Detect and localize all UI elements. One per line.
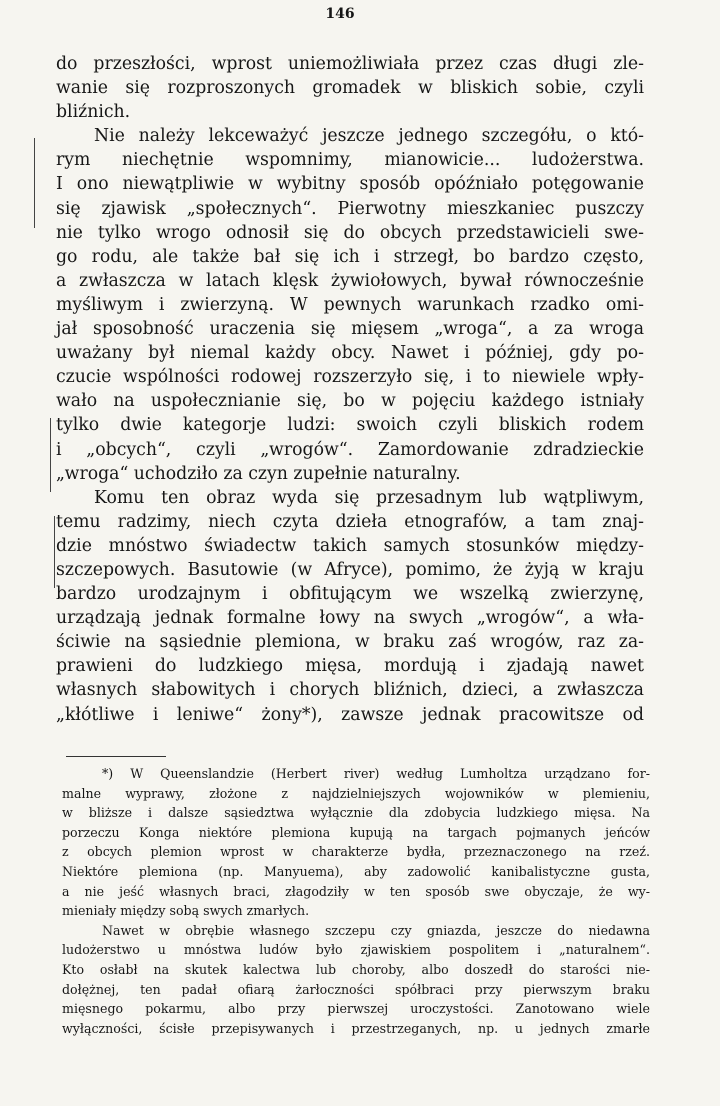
footnote-line: *) W Queenslandzie (Herbert river) według Lumholtza urządzano for-: [102, 766, 650, 781]
text-line: prawieni do ludzkiego mięsa, mordują i zjadają nawet: [56, 656, 644, 677]
footnote-line: malne wyprawy, złożone z najdzielniejszych wojowników w plemieniu,: [62, 785, 650, 801]
text-line: dzie mnóstwo świadectw takich samych stosunków między-: [56, 535, 644, 556]
text-line: „kłótliwe i leniwe“ żony*), zawsze jednak pracowitsze od: [56, 704, 644, 725]
page-number: 146: [325, 6, 355, 22]
text-line: temu radzimy, niech czyta dzieła etnografów, a tam znaj-: [56, 511, 644, 532]
text-line: nie tylko wrogo odnosił się do obcych przedstawicieli swe-: [56, 222, 644, 243]
text-line: rym niechętnie wspomnimy, mianowicie... ludożerstwa.: [56, 150, 644, 171]
text-line: do przeszłości, wprost uniemożliwiała przez czas długi zle-: [56, 54, 644, 74]
text-line: jał sposobność uraczenia się mięsem „wroga“, a za wroga: [56, 319, 644, 340]
footnote-line: Niektóre plemiona (np. Manyuema), aby zadowolić kanibalistyczne gusta,: [62, 863, 650, 879]
text-line: „wroga“ uchodziło za czyn zupełnie naturalny.: [56, 463, 461, 484]
footnote-line: ludożerstwo u mnóstwa ludów było zjawiskiem pospolitem i „naturalnem“.: [62, 942, 650, 958]
text-line: bliźnich.: [56, 102, 131, 123]
text-line: bardzo urodzajnym i obfitującym we wszelką zwierzynę,: [56, 584, 644, 605]
footnote-line: Nawet w obrębie własnego szczepu czy gniazda, jeszcze do niedawna: [102, 922, 650, 938]
margin-pencil-mark: [54, 516, 59, 588]
margin-pencil-mark: [50, 418, 55, 492]
text-line: I ono niewątpliwie w wybitny sposób opóźniało potęgowanie: [56, 174, 644, 195]
footnote-line: z obcych plemion wprost w charakterze bydła, przeznaczonego na rzeź.: [62, 844, 650, 860]
text-line: Nie należy lekceważyć jeszcze jednego szczegółu, o któ-: [94, 126, 644, 147]
footnote-line: mięsnego pokarmu, albo przy pierwszej uroczystości. Zanotowano wiele: [62, 1001, 650, 1017]
footnote-line: wyłączności, ścisłe przepisywanych i przestrzeganych, np. u jednych zmarłe: [62, 1020, 650, 1036]
footnote: [62, 764, 650, 1038]
footnote-separator: [66, 756, 166, 757]
text-line: a zwłaszcza w latach klęsk żywiołowych, bywał równocześnie: [56, 270, 644, 291]
main-text: [56, 52, 644, 727]
footnote-line: porzeczu Konga niektóre plemiona kupują na targach pojmanych jeńców: [62, 824, 650, 840]
footnote-line: w bliższe i dalsze sąsiedztwa wyłącznie dla zdobycia ludzkiego mięsa. Na: [62, 805, 650, 821]
text-line: uważany był niemal każdy obcy. Nawet i później, gdy po-: [56, 343, 644, 364]
footnote-line: dołężnej, ten padał ofiarą żarłoczności spółbraci przy pierwszym braku: [62, 981, 650, 997]
text-line: się zjawisk „społecznych“. Pierwotny mieszkaniec puszczy: [56, 198, 644, 219]
text-line: szczepowych. Basutowie (w Afryce), pomimo, że żyją w kraju: [56, 559, 644, 580]
text-line: czucie wspólności rodowej rozszerzyło się, i to niewiele wpły-: [56, 367, 644, 388]
footnote-line: Kto osłabł na skutek kalectwa lub choroby, albo doszedł do starości nie-: [62, 961, 650, 977]
text-line: wanie się rozproszonych gromadek w bliskich sobie, czyli: [56, 78, 644, 99]
text-line: ściwie na sąsiednie plemiona, w braku zaś wrogów, raz za-: [56, 632, 644, 653]
text-line: własnych słabowitych i chorych bliźnich, dzieci, a zwłaszcza: [56, 680, 644, 701]
text-line: i „obcych“, czyli „wrogów“. Zamordowanie zdradzieckie: [56, 439, 644, 460]
text-line: Komu ten obraz wyda się przesadnym lub wątpliwym,: [94, 487, 644, 508]
text-line: urządzają jednak formalne łowy na swych „wrogów“, a wła-: [56, 608, 644, 629]
footnote-line: mieniały między sobą swych zmarłych.: [62, 903, 310, 919]
text-line: wało na uspołecznianie się, bo w pojęciu każdego istniały: [56, 391, 644, 412]
text-line: go rodu, ale także bał się ich i strzegł, bo bardzo często,: [56, 246, 644, 267]
footnote-line: a nie jeść własnych braci, złagodziły w ten sposób swe obyczaje, że wy-: [62, 883, 650, 899]
text-line: myśliwym i zwierzyną. W pewnych warunkach rzadko omi-: [56, 294, 644, 315]
text-line: tylko dwie kategorje ludzi: swoich czyli bliskich rodem: [56, 415, 644, 436]
margin-pencil-mark: [34, 138, 39, 228]
